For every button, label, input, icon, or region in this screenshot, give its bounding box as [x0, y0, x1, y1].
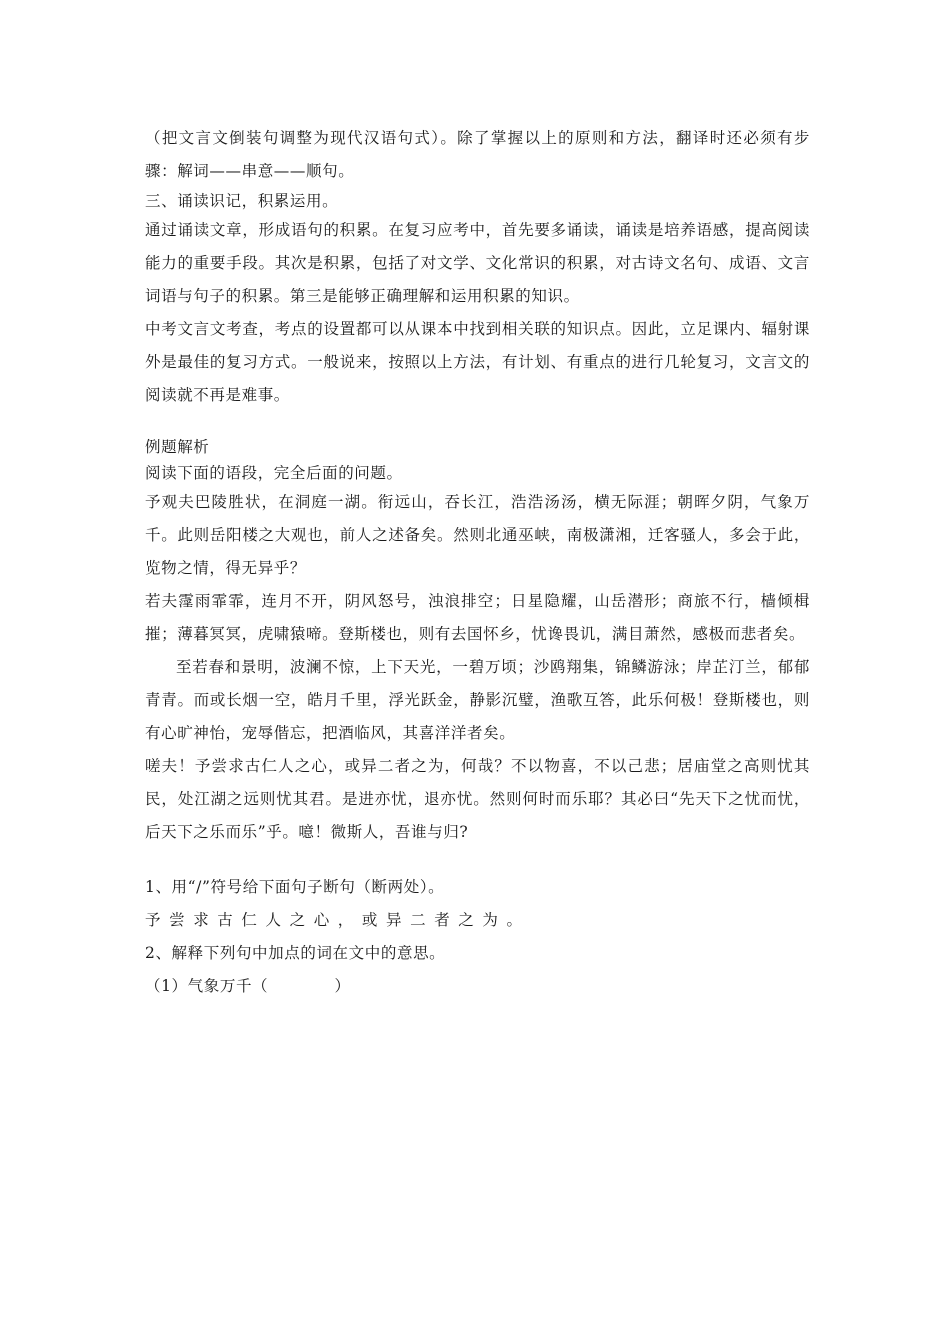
- question-2-item-1: （1）气象万千（ ）: [145, 977, 351, 995]
- question-2: 2、解释下列句中加点的词在文中的意思。: [145, 944, 446, 962]
- paragraph-exam-review: 中考文言文考查，考点的设置都可以从课本中找到相关联的知识点。因此，立足课内、辐射课外是最佳的复习方式。一般说来，按照以上方法，有计划、有重点的进行几轮复习，文言文的阅读就不再是难事。: [145, 320, 810, 404]
- spacer: [145, 849, 810, 871]
- passage-paragraph-3: 至若春和景明，波澜不惊，上下天光，一碧万顷；沙鸥翔集，锦鳞游泳；岸芷汀兰，郁郁青青。而或长烟一空，皓月千里，浮光跃金，静影沉璧，渔歌互答，此乐何极！登斯楼也，则有心旷神怡，宠辱偕忘，把酒临风，其喜洋洋者矣。: [145, 658, 810, 742]
- example-heading: 例题解析: [145, 438, 210, 456]
- document-page: [145, 122, 810, 1003]
- question-1: 1、用“/”符号给下面句子断句（断两处）。: [145, 878, 445, 896]
- section-heading-recite: 三、诵读识记，积累运用。: [145, 192, 339, 210]
- paragraph-translation-steps: （把文言文倒装句调整为现代汉语句式）。除了掌握以上的原则和方法，翻译时还必须有步骤：解词——串意——顺句。: [145, 129, 810, 180]
- passage-paragraph-2: 若夫霪雨霏霏，连月不开，阴风怒号，浊浪排空；日星隐耀，山岳潜形；商旅不行，樯倾楫摧；薄暮冥冥，虎啸猿啼。登斯楼也，则有去国怀乡，忧谗畏讥，满目萧然，感极而悲者矣。: [145, 592, 810, 643]
- spacer: [145, 412, 810, 434]
- reading-instruction: 阅读下面的语段，完全后面的问题。: [145, 464, 403, 482]
- question-1-sentence: 予尝求古仁人之心，或异二者之为。: [145, 911, 531, 929]
- paragraph-recite-accumulate: 通过诵读文章，形成语句的积累。在复习应考中，首先要多诵读，诵读是培养语感，提高阅读能力的重要手段。其次是积累，包括了对文学、文化常识的积累，对古诗文名句、成语、文言词语与句子的积累。第三是能够正确理解和运用积累的知识。: [145, 221, 810, 305]
- passage-paragraph-1: 予观夫巴陵胜状，在洞庭一湖。衔远山，吞长江，浩浩汤汤，横无际涯；朝晖夕阴，气象万千。此则岳阳楼之大观也，前人之述备矣。然则北通巫峡，南极潇湘，迁客骚人，多会于此，览物之情，得无异乎？: [145, 493, 810, 577]
- passage-paragraph-4: 嗟夫！予尝求古仁人之心，或异二者之为，何哉？不以物喜，不以己悲；居庙堂之高则忧其民，处江湖之远则忧其君。是进亦忧，退亦忧。然则何时而乐耶？其必曰“先天下之忧而忧，后天下之乐而乐”乎。噫！微斯人，吾谁与归?: [145, 757, 810, 841]
